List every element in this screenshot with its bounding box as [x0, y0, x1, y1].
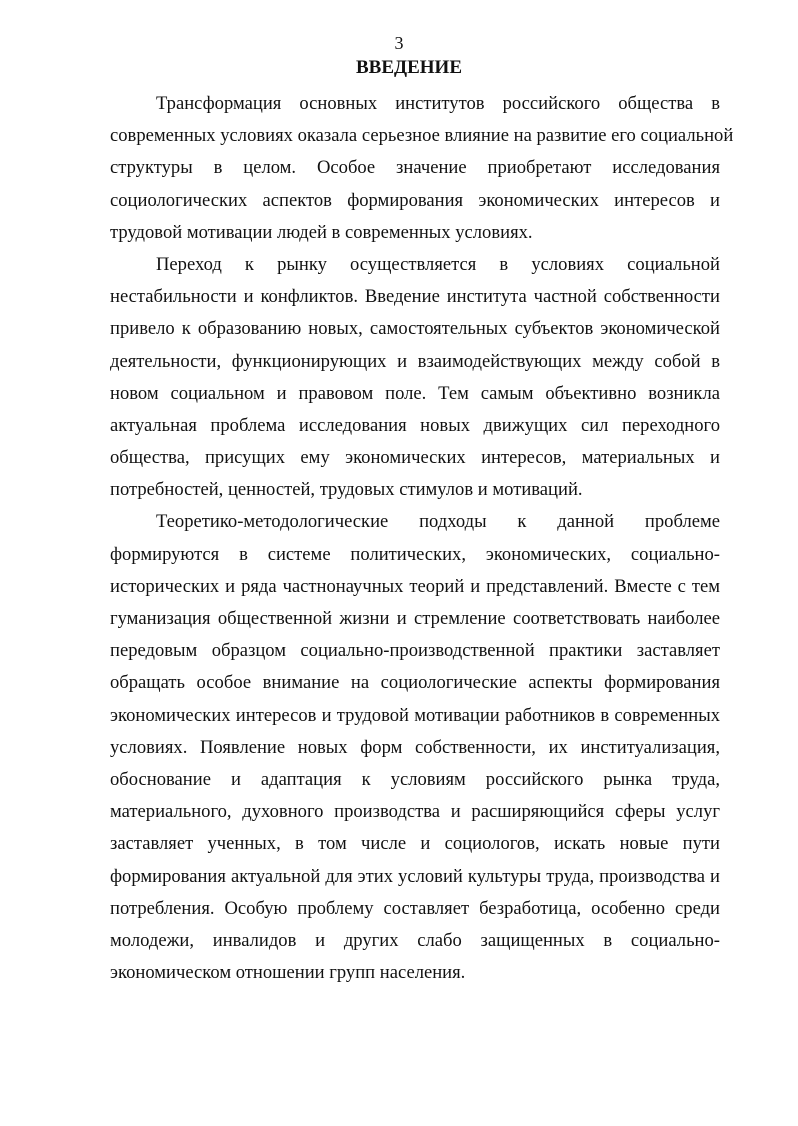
text-line: условиях. Появление новых форм собственности, их институализация, [110, 736, 720, 758]
page-number: 3 [394, 33, 404, 53]
text-line: заставляет ученных, в том числе и социологов, искать новые пути [110, 833, 720, 855]
text-line: нестабильности и конфликтов. Введение института частной собственности [110, 286, 720, 308]
text-line: экономическом отношении групп населения. [110, 962, 466, 984]
text-line: обоснование и адаптация к условиям российского рынка труда, [110, 768, 720, 790]
text-line: экономических интересов и трудовой мотивации работников в современных [110, 704, 720, 726]
paragraph-1 [110, 88, 734, 249]
text-line: молодежи, инвалидов и других слабо защищенных в социально- [110, 929, 720, 951]
text-line: гуманизация общественной жизни и стремление соответствовать наиболее [110, 608, 720, 629]
text-line: Трансформация основных институтов российского общества в [156, 93, 720, 114]
text-line: передовым образцом социально-производственной практики заставляет [110, 640, 720, 662]
text-line: общества, присущих ему экономических интересов, материальных и [110, 447, 720, 469]
text-line: трудовой мотивации людей в современных условиях. [110, 221, 533, 243]
body-text [110, 88, 734, 989]
paragraph-3 [110, 506, 720, 989]
text-line: Теоретико-методологические подходы к данной проблеме [156, 511, 720, 533]
text-line: Переход к рынку осуществляется в условиях социальной [156, 253, 720, 275]
text-line: формируются в системе политических, экономических, социально- [110, 543, 720, 565]
text-line: новом социальном и правовом поле. Тем самым объективно возникла [110, 382, 720, 404]
text-line: актуальная проблема исследования новых движущих сил переходного [110, 414, 720, 436]
page-title: ВВЕДЕНИЕ [356, 57, 462, 78]
text-line: деятельности, функционирующих и взаимодействующих между собой в [110, 350, 720, 372]
text-line: потребления. Особую проблему составляет безработица, особенно среди [110, 897, 720, 919]
text-line: исторических и ряда частнонаучных теорий и представлений. Вместе с тем [110, 575, 720, 597]
text-line: обращать особое внимание на социологические аспекты формирования [110, 672, 720, 694]
text-line: материального, духовного производства и расширяющийся сферы услуг [110, 801, 720, 823]
text-line: формирования актуальной для этих условий культуры труда, производства и [110, 865, 720, 887]
text-line: социологических аспектов формирования экономических интересов и [110, 189, 720, 211]
text-line: современных условиях оказала серьезное влияние на развитие его социальной [110, 125, 734, 147]
text-line: структуры в целом. Особое значение приобретают исследования [110, 157, 720, 179]
paragraph-2 [110, 249, 720, 507]
text-line: привело к образованию новых, самостоятельных субъектов экономической [110, 318, 720, 340]
text-line: потребностей, ценностей, трудовых стимулов и мотиваций. [110, 479, 583, 501]
